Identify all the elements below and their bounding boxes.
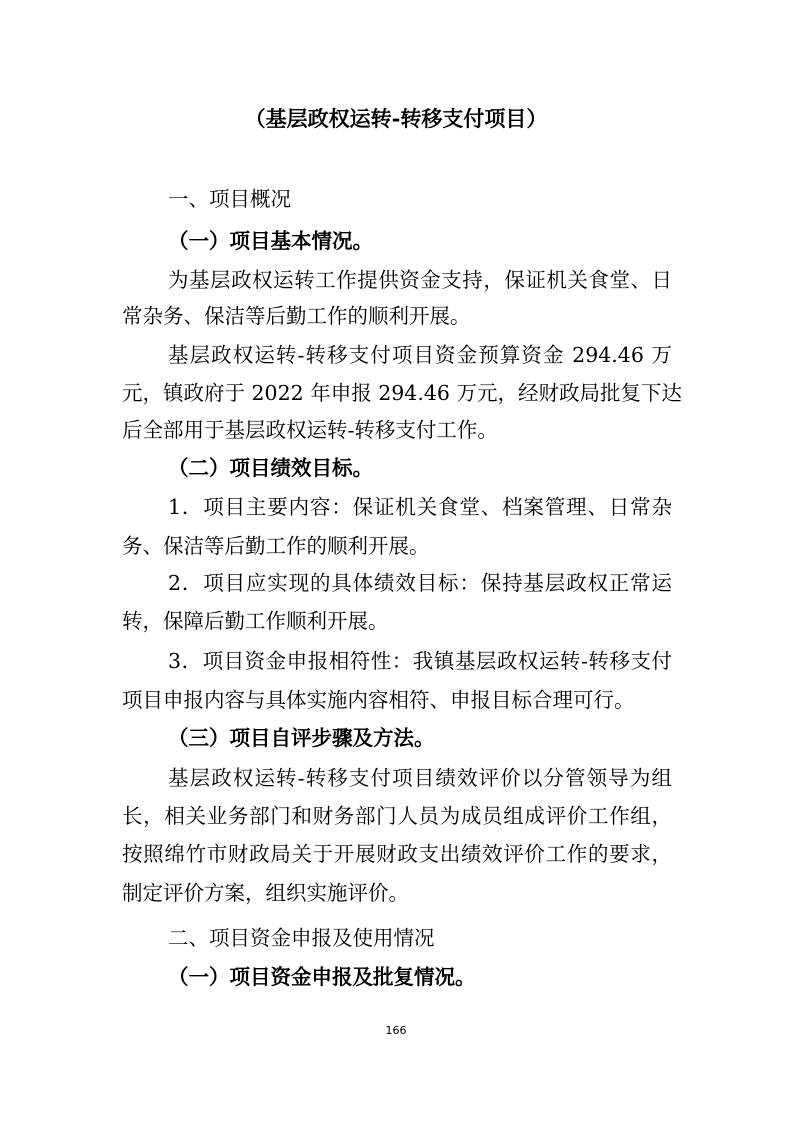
list-item-line: 2．项目应实现的具体绩效目标：保持基层政权正常运 xyxy=(168,571,672,595)
subsection-heading-basic-info: （一）项目基本情况。 xyxy=(168,229,373,253)
paragraph-line: 按照绵竹市财政局关于开展财政支出绩效评价工作的要求， xyxy=(122,842,672,866)
section-heading-2: 二、项目资金申报及使用情况 xyxy=(168,926,435,950)
paragraph-line: 基层政权运转-转移支付项目绩效评价以分管领导为组 xyxy=(168,766,672,790)
subsection-heading-performance-goals: （二）项目绩效目标。 xyxy=(168,456,373,480)
section-heading-1: 一、项目概况 xyxy=(168,187,291,211)
paragraph-line: 元，镇政府于 2022 年申报 294.46 万元，经财政局批复下达 xyxy=(122,381,682,405)
list-item-line: 转，保障后勤工作顺利开展。 xyxy=(122,609,389,633)
document-title: （基层政权运转-转移支付项目） xyxy=(244,106,548,131)
paragraph-line: 长，相关业务部门和财务部门人员为成员组成评价工作组， xyxy=(122,804,672,828)
paragraph-line: 为基层政权运转工作提供资金支持，保证机关食堂、日 xyxy=(168,268,672,292)
paragraph-line: 基层政权运转-转移支付项目资金预算资金 294.46 万 xyxy=(168,343,672,367)
page-number: 166 xyxy=(385,1024,407,1037)
subsection-heading-self-evaluation: （三）项目自评步骤及方法。 xyxy=(168,726,435,750)
list-item-line: 1．项目主要内容：保证机关食堂、档案管理、日常杂 xyxy=(168,495,672,519)
paragraph-line: 常杂务、保洁等后勤工作的顺利开展。 xyxy=(122,304,471,328)
paragraph-line: 制定评价方案，组织实施评价。 xyxy=(122,881,409,905)
list-item-line: 务、保洁等后勤工作的顺利开展。 xyxy=(122,534,430,558)
paragraph-line: 后全部用于基层政权运转-转移支付工作。 xyxy=(122,418,498,442)
list-item-line: 项目申报内容与具体实施内容相符、申报目标合理可行。 xyxy=(122,688,635,712)
subsection-heading-fund-application: （一）项目资金申报及批复情况。 xyxy=(168,965,476,989)
list-item-line: 3．项目资金申报相符性：我镇基层政权运转-转移支付 xyxy=(168,649,672,673)
